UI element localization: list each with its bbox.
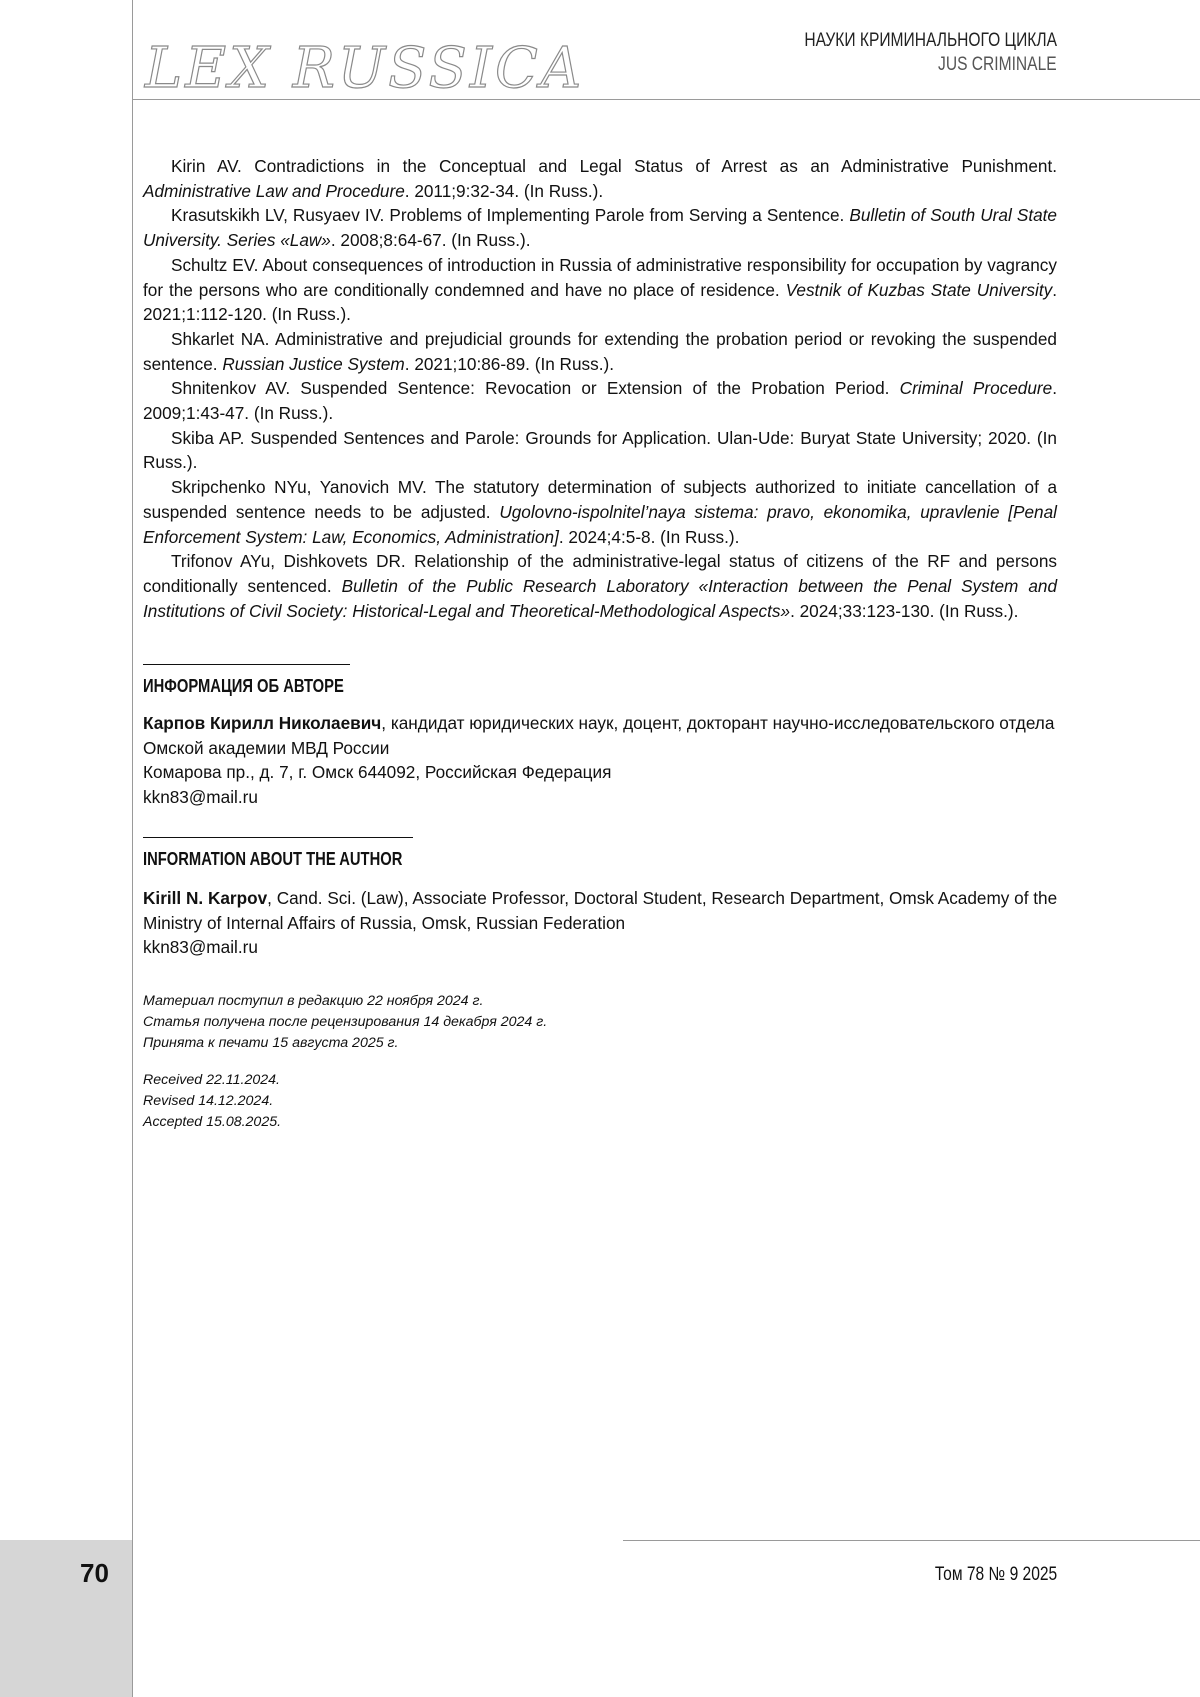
page-number-block — [0, 1540, 132, 1697]
author-en-info — [143, 886, 1073, 960]
date-revised-ru: Статья получена после рецензирования 14 декабря 2024 г. — [143, 1014, 548, 1030]
reference-item: Shkarlet NA. Administrative and prejudicial grounds for extending the probation period or revoking the suspended sentence. Russian Justice System. 2021;10:86-89. (In Russ.). — [143, 328, 1057, 374]
author-ru-address: Комарова пр., д. 7, г. Омск 644092, Российская Федерация — [143, 762, 612, 782]
author-ru-description: , кандидат юридических наук, доцент, докторант научно-исследовательского отдела Омской академии МВД России — [143, 713, 1055, 758]
author-en-description: , Cand. Sci. (Law), Associate Professor, Doctoral Student, Research Department, Omsk Academy of the Ministry of Internal Affairs of Russia, Omsk, Russian Federation — [143, 888, 1058, 933]
dates-ru — [143, 991, 547, 1054]
date-received-en: Received 22.11.2024. — [143, 1072, 280, 1088]
reference-item: Kirin AV. Contradictions in the Conceptual and Legal Status of Arrest as an Administrative Punishment. Administrative Law and Procedure. 2011;9:32-34. (In Russ.). — [143, 156, 1057, 201]
author-en-name: Kirill N. Karpov — [143, 888, 268, 908]
reference-item: Skripchenko NYu, Yanovich MV. The statutory determination of subjects authorized to initiate cancellation of a suspended sentence needs to be adjusted. Ugolovno-ispolnitel’naya sistema: pravo, ekonomika, upravlenie [Penal Enforcement System: Law, Economics, Administration]. 2024;4:5-8. (In Russ.). — [143, 477, 1057, 547]
author-ru-info — [143, 711, 1073, 809]
date-accepted-ru: Принята к печати 15 августа 2025 г. — [143, 1035, 399, 1051]
reference-item: Krasutskikh LV, Rusyaev IV. Problems of Implementing Parole from Serving a Sentence. Bulletin of South Ural State University. Series «Law». 2008;8:64-67. (In Russ.). — [143, 205, 1057, 251]
section-title-en: JUS CRIMINALE — [938, 54, 1057, 75]
issue-info: Том 78 № 9 2025 — [934, 1564, 1057, 1585]
date-revised-en: Revised 14.12.2024. — [143, 1093, 274, 1109]
section-title-ru: НАУКИ КРИМИНАЛЬНОГО ЦИКЛА — [804, 30, 1057, 51]
author-ru-email[interactable]: kkn83@mail.ru — [143, 786, 258, 807]
footer-rule — [623, 1540, 1200, 1541]
author-en-divider — [143, 837, 413, 838]
date-received-ru: Материал поступил в редакцию 22 ноября 2024 г. — [143, 993, 484, 1009]
journal-logo: LEX RUSSICA — [145, 36, 585, 101]
date-accepted-en: Accepted 15.08.2025. — [143, 1114, 282, 1130]
reference-item: Skiba AP. Suspended Sentences and Parole: Grounds for Application. Ulan-Ude: Buryat State University; 2020. (In Russ.). — [143, 427, 1057, 473]
author-ru-divider — [143, 664, 350, 665]
page-number: 70 — [80, 1558, 109, 1588]
reference-item: Trifonov AYu, Dishkovets DR. Relationship of the administrative-legal status of citizens of the RF and persons conditionally sentenced. Bulletin of the Public Research Laboratory «Interaction between the Penal System and Institutions of Civil Society: Historical-Legal and Theoretical-Methodological Aspects». 2024;33:123-130. (In Russ.). — [143, 551, 1058, 621]
author-ru-heading: ИНФОРМАЦИЯ ОБ АВТОРЕ — [143, 676, 344, 696]
reference-item: Shnitenkov AV. Suspended Sentence: Revocation or Extension of the Probation Period. Criminal Procedure. 2009;1:43-47. (In Russ.). — [143, 378, 1057, 424]
author-ru-name: Карпов Кирилл Николаевич — [143, 713, 382, 733]
left-margin-rule — [132, 0, 133, 1697]
reference-item: Schultz EV. About consequences of introduction in Russia of administrative responsibility for occupation by vagrancy for the persons who are conditionally condemned and have no place of residence. Vestnik of Kuzbas State University. 2021;1:112-120. (In Russ.). — [143, 254, 1057, 325]
author-en-heading: INFORMATION ABOUT THE AUTHOR — [143, 849, 403, 869]
reference-list — [143, 154, 1057, 623]
author-en-email[interactable]: kkn83@mail.ru — [143, 937, 258, 957]
dates-en — [143, 1070, 281, 1133]
